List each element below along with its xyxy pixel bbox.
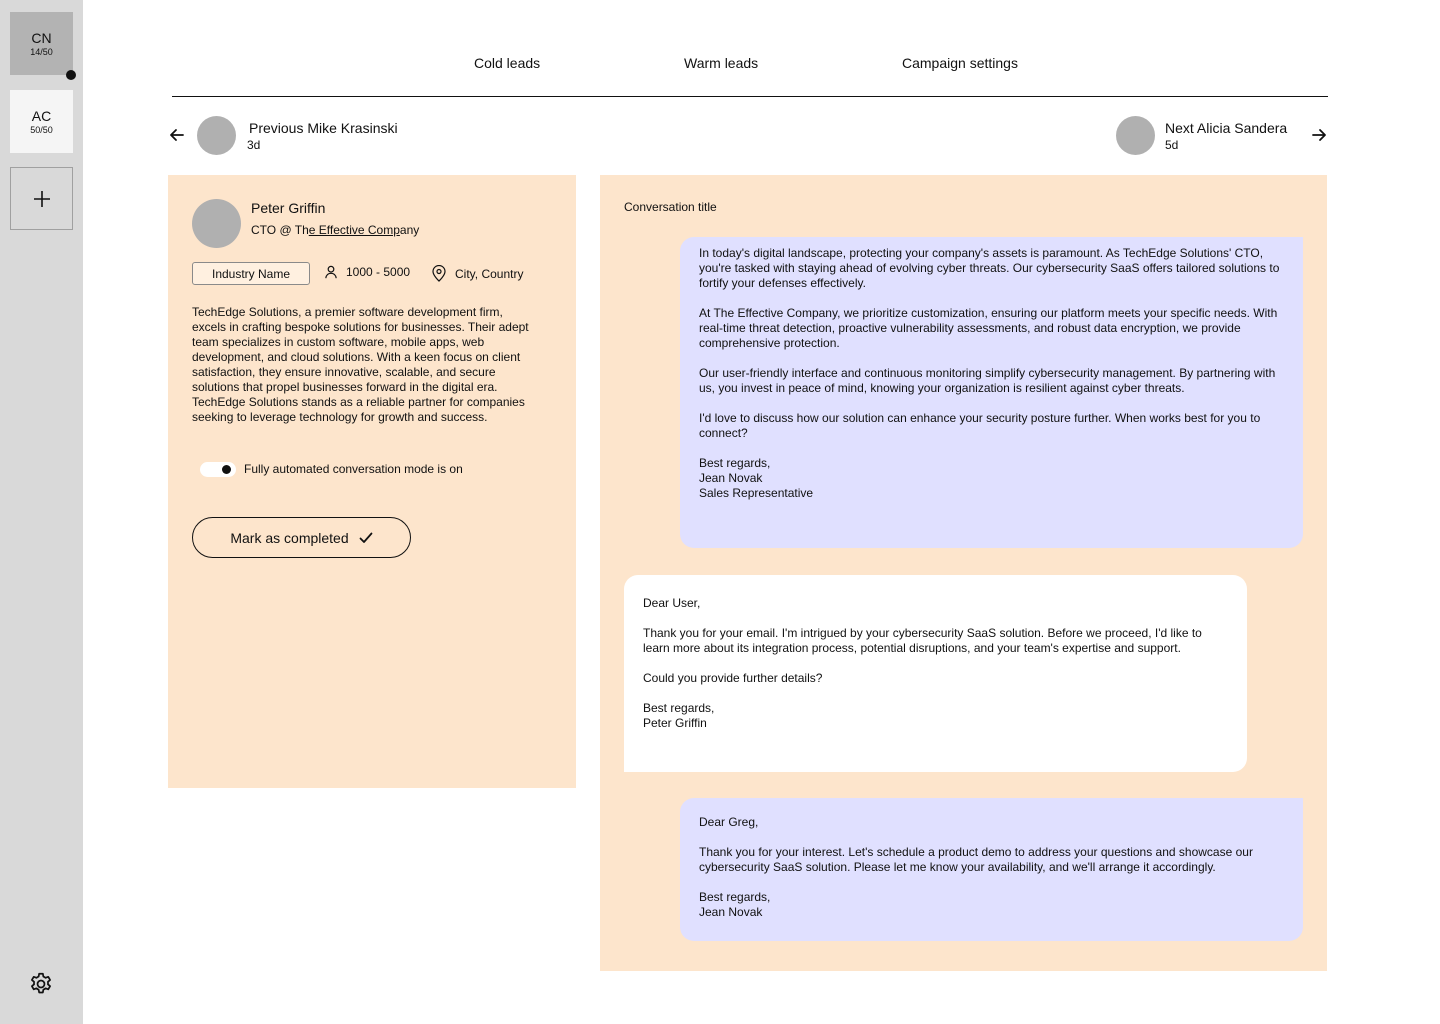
checkmark-icon <box>359 532 373 544</box>
campaign-item-cn[interactable] <box>10 12 73 75</box>
tab-warm-leads[interactable]: Warm leads <box>684 55 759 71</box>
previous-lead-avatar <box>197 116 236 155</box>
automation-toggle[interactable] <box>200 462 236 477</box>
message-paragraph: Could you provide further details? <box>643 671 823 685</box>
lead-company-link[interactable]: e Effective Comp <box>308 223 400 237</box>
person-icon <box>324 265 338 279</box>
lead-title-suffix: any <box>399 223 420 237</box>
message-signature: Best regards, Jean Novak <box>699 890 771 919</box>
next-lead-name[interactable]: Next Alicia Sandera <box>1165 120 1288 136</box>
campaign-count: 14/50 <box>30 46 53 57</box>
campaign-sidebar <box>0 0 83 1024</box>
gear-icon <box>28 971 54 997</box>
message-paragraph: At The Effective Company, we prioritize customization, ensuring our platform meets your specific needs. With real-time threat detection, proactive vulnerability assessments, and robust data encryption, we provide comprehensive protection. <box>699 306 1278 350</box>
lead-title-prefix: CTO @ Th <box>251 223 309 237</box>
location-value: City, Country <box>455 266 524 281</box>
toggle-knob <box>222 465 231 474</box>
tab-cold-leads[interactable]: Cold leads <box>474 55 541 71</box>
lead-tabs <box>172 0 1328 97</box>
employee-count <box>324 265 410 279</box>
arrow-right-icon[interactable] <box>1310 126 1328 144</box>
active-indicator-dot <box>66 70 76 80</box>
campaign-code: CN <box>31 29 52 46</box>
company-description: TechEdge Solutions, a premier software development firm, excels in crafting bespoke solutions for businesses. Their adept team specializes in custom software, mobile apps, web development, and cloud solutions. With a keen focus on client satisfaction, they ensure innovative, scalable, and secure solutions that propel businesses forward in the digital era. TechEdge Solutions stands as a reliable partner for companies seeking to leverage technology for growth and success. <box>192 305 529 424</box>
mark-completed-label: Mark as completed <box>230 529 349 546</box>
lead-avatar <box>192 199 241 248</box>
outgoing-message <box>680 237 1303 548</box>
message-paragraph: Our user-friendly interface and continuous monitoring simplify cybersecurity management. By partnering with us, you invest in peace of mind, knowing your organization is resilient against cyber threats. <box>699 366 1276 395</box>
employee-count-value: 1000 - 5000 <box>346 265 411 279</box>
campaign-code: AC <box>31 107 52 124</box>
lead-job-title <box>251 223 419 237</box>
next-lead-time: 5d <box>1165 138 1179 152</box>
previous-lead-name[interactable]: Previous Mike Krasinski <box>249 120 398 136</box>
previous-lead-time: 3d <box>247 138 261 152</box>
plus-icon <box>33 190 51 208</box>
message-paragraph: In today's digital landscape, protecting your company's assets is paramount. As TechEdge Solutions' CTO, you're tasked with staying ahead of evolving cyber threats. Our cybersecurity SaaS offers tailored solutions to fortify your defenses effectively. <box>699 246 1280 290</box>
message-paragraph: Thank you for your interest. Let's schedule a product demo to address your questions and showcase our cybersecurity SaaS solution. Please let me know your availability, and we'll arrange it accordingly. <box>699 845 1253 874</box>
tab-campaign-settings[interactable]: Campaign settings <box>902 55 1018 71</box>
message-paragraph: Dear User, <box>643 596 701 610</box>
lead-details-panel <box>168 175 576 788</box>
message-paragraph: Thank you for your email. I'm intrigued by your cybersecurity SaaS solution. Before we proceed, I'd like to learn more about its integration process, potential disruptions, and your team's expertise and support. <box>643 626 1202 655</box>
conversation-title: Conversation title <box>624 200 717 214</box>
conversation-panel <box>600 175 1327 971</box>
message-signature: Best regards, Peter Griffin <box>643 701 715 730</box>
campaign-item-ac[interactable] <box>10 90 73 153</box>
arrow-left-icon[interactable] <box>168 126 186 144</box>
location-pin-icon <box>431 265 447 282</box>
campaign-count: 50/50 <box>30 124 53 135</box>
add-campaign-button[interactable] <box>10 167 73 230</box>
message-paragraph: I'd love to discuss how our solution can enhance your security posture further. When works best for you to connect? <box>699 411 1261 440</box>
incoming-message <box>624 575 1247 772</box>
industry-tag[interactable]: Industry Name <box>192 262 310 285</box>
settings-button[interactable] <box>28 971 54 997</box>
mark-completed-button[interactable] <box>192 517 411 558</box>
automation-toggle-label: Fully automated conversation mode is on <box>244 462 463 476</box>
lead-name: Peter Griffin <box>251 200 326 216</box>
next-lead-avatar <box>1116 116 1155 155</box>
lead-location <box>431 265 523 282</box>
message-paragraph: Dear Greg, <box>699 815 759 829</box>
message-signature: Best regards, Jean Novak Sales Representative <box>699 456 814 500</box>
outgoing-message <box>680 798 1303 941</box>
